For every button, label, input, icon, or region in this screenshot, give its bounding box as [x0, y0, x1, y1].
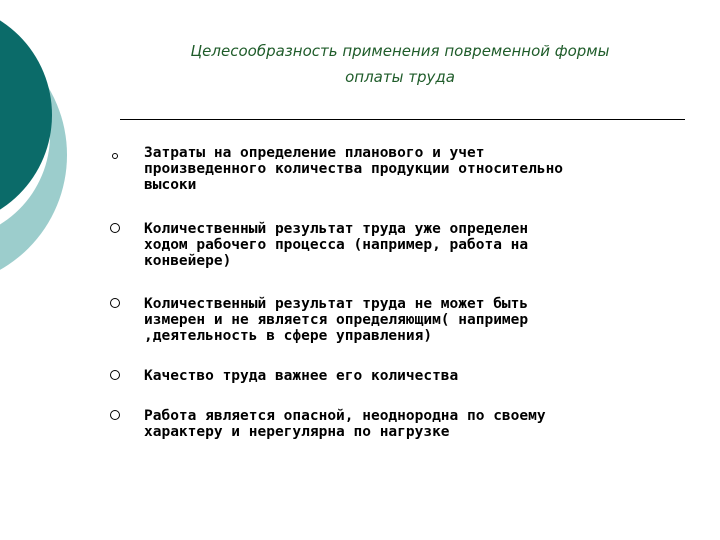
list-item-text: Количественный результат труда не может быть измерен и не является определяющим( например ,деятельность в сфере управления): [144, 296, 529, 344]
list-item-text: Количественный результат труда уже определен ходом рабочего процесса (например, работа на конвейере): [144, 221, 529, 269]
bullet-icon: [110, 223, 120, 233]
bullet-icon: [110, 410, 120, 420]
list-item-text: Качество труда важнее его количества: [144, 368, 459, 384]
bullet-icon: [110, 370, 120, 380]
list-item-text: Работа является опасной, неоднородна по своему характеру и нерегулярна по нагрузке: [144, 408, 546, 440]
title-divider: [120, 119, 685, 120]
decorative-circles: [0, 0, 120, 300]
bullet-icon: [112, 153, 118, 159]
title-line-1: Целесообразность применения повременной формы: [190, 42, 610, 60]
list-item-text: Затраты на определение планового и учет произведенного количества продукции относительно высоки: [144, 145, 564, 193]
slide-title: [120, 38, 680, 90]
bullet-icon: [110, 298, 120, 308]
title-line-2: оплаты труда: [345, 68, 455, 86]
